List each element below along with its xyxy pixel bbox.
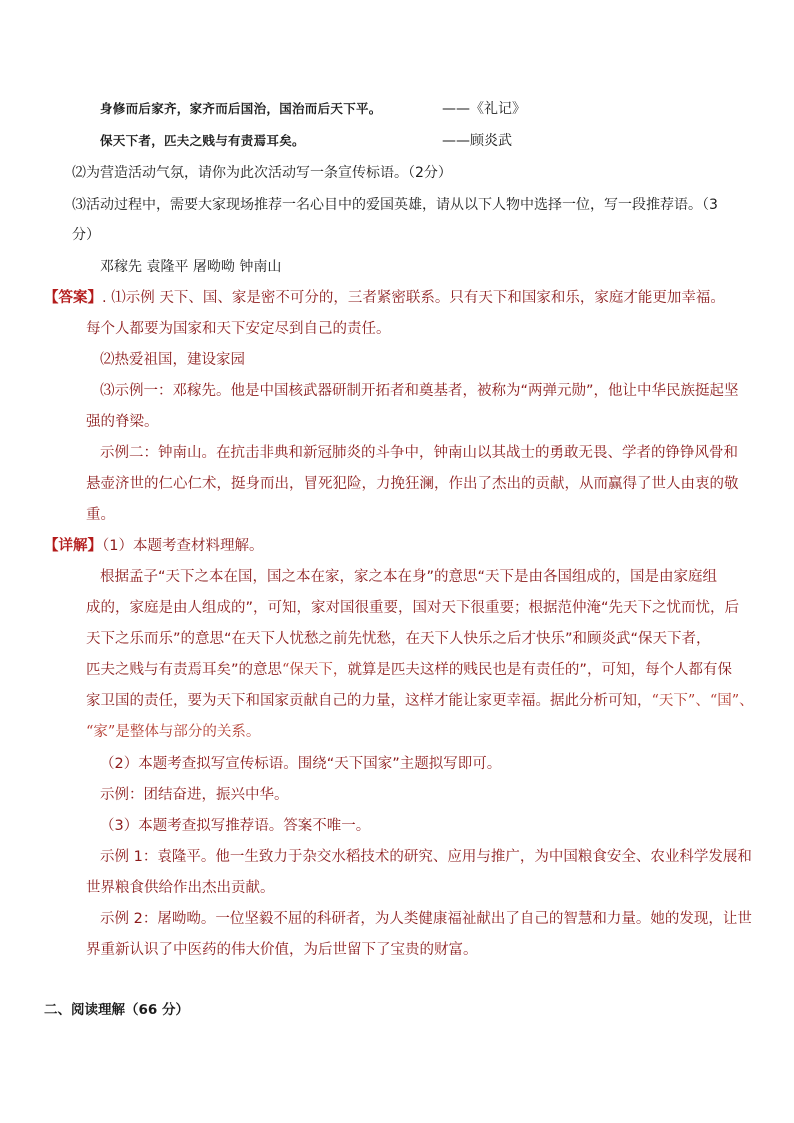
detail-text-6a: 家卫国的责任，要为天下和国家贡献自己的力量，这样才能让家更幸福。据此分析可知， xyxy=(86,693,652,709)
detail-line-1 xyxy=(44,536,263,556)
detail-line-6 xyxy=(86,691,754,711)
answer-line-8: 重。 xyxy=(86,507,115,523)
quote-guyanwu-source: ——顾炎武 xyxy=(442,133,512,149)
detail-line-13: 示例 2：屠呦呦。一位坚毅不屈的科研者，为人类健康福祉献出了自己的智慧和力量。她的发现，让世 xyxy=(100,911,752,927)
answer-line-3: ⑵热爱祖国，建设家园 xyxy=(100,352,245,368)
question-3-line2: 分） xyxy=(72,227,100,243)
question-2: ⑵为营造活动气氛，请你为此次活动写一条宣传标语。（2分） xyxy=(72,165,452,181)
detail-highlight-tianxia-guo: “天下”、“国”、 xyxy=(651,693,754,709)
quote-liji: 身修而后家齐，家齐而后国治，国治而后天下平。 xyxy=(100,101,382,116)
section-title-reading: 二、阅读理解（66 分） xyxy=(44,1002,189,1018)
detail-line-14: 界重新认识了中医药的伟大价值，为后世留下了宝贵的财富。 xyxy=(86,942,478,958)
answer-line-2: 每个人都要为国家和天下安定尽到自己的责任。 xyxy=(86,321,391,337)
answer-text-1: . ⑴示例 天下、国、家是密不可分的，三者紧密联系。只有天下和国家和乐，家庭才能更加幸福。 xyxy=(102,290,725,306)
answer-line-4: ⑶示例一：邓稼先。他是中国核武器研制开拓者和奠基者，被称为“两弹元勋”，他让中华民族挺起坚 xyxy=(100,383,739,399)
answer-line-5: 强的脊梁。 xyxy=(86,414,159,430)
detail-text-1: （1）本题考查材料理解。 xyxy=(102,538,264,554)
question-3-line1: ⑶活动过程中，需要大家现场推荐一名心目中的爱国英雄，请从以下人物中选择一位，写一段推荐语。（3 xyxy=(72,197,718,213)
detail-text-5a: 匹夫之贱与有责焉耳矣”的意思 xyxy=(86,662,283,678)
answer-line-6: 示例二：钟南山。在抗击非典和新冠肺炎的斗争中，钟南山以其战士的勇敢无畏、学者的铮铮风骨和 xyxy=(100,445,738,461)
detail-line-8: （2）本题考查拟写宣传标语。围绕“天下国家”主题拟写即可。 xyxy=(100,756,502,772)
quote-liji-source: ——《礼记》 xyxy=(442,101,526,117)
answer-line-1 xyxy=(44,288,725,308)
detail-line-12: 世界粮食供给作出杰出贡献。 xyxy=(86,880,275,896)
detail-line-4: 天下之乐而乐”的意思“在天下人忧愁之前先忧愁，在天下人快乐之后才快乐”和顾炎武“保天下者， xyxy=(86,631,711,647)
detail-line-5 xyxy=(86,660,732,680)
answer-tag: 【答案】 xyxy=(44,290,102,306)
candidate-names: 邓稼先 袁隆平 屠呦呦 钟南山 xyxy=(100,259,282,275)
detail-line-10: （3）本题考查拟写推荐语。答案不唯一。 xyxy=(100,818,371,834)
detail-text-5c: 就算是匹夫这样的贱民也是有责任的”，可知，每个人都有保 xyxy=(347,662,732,678)
detail-tag: 【详解】 xyxy=(44,538,102,554)
quote-guyanwu: 保天下者，匹夫之贱与有责焉耳矣。 xyxy=(100,133,305,148)
detail-line-11: 示例 1：袁隆平。他一生致力于杂交水稻技术的研究、应用与推广，为中国粮食安全、农业科学发展和 xyxy=(100,849,752,865)
detail-line-2: 根据孟子“天下之本在国，国之本在家，家之本在身”的意思“天下是由各国组成的，国是由家庭组 xyxy=(100,569,718,585)
detail-line-7: “家”是整体与部分的关系。 xyxy=(86,724,261,740)
detail-highlight-baotianxia: “保天下， xyxy=(282,662,348,678)
detail-line-3: 成的，家庭是由人组成的”，可知，家对国很重要，国对天下很重要；根据范仲淹“先天下之忧而忧，后 xyxy=(86,600,740,616)
answer-line-7: 悬壶济世的仁心仁术，挺身而出，冒死犯险，力挽狂澜，作出了杰出的贡献，从而赢得了世人由衷的敬 xyxy=(86,476,739,492)
detail-line-9: 示例：团结奋进，振兴中华。 xyxy=(100,787,289,803)
